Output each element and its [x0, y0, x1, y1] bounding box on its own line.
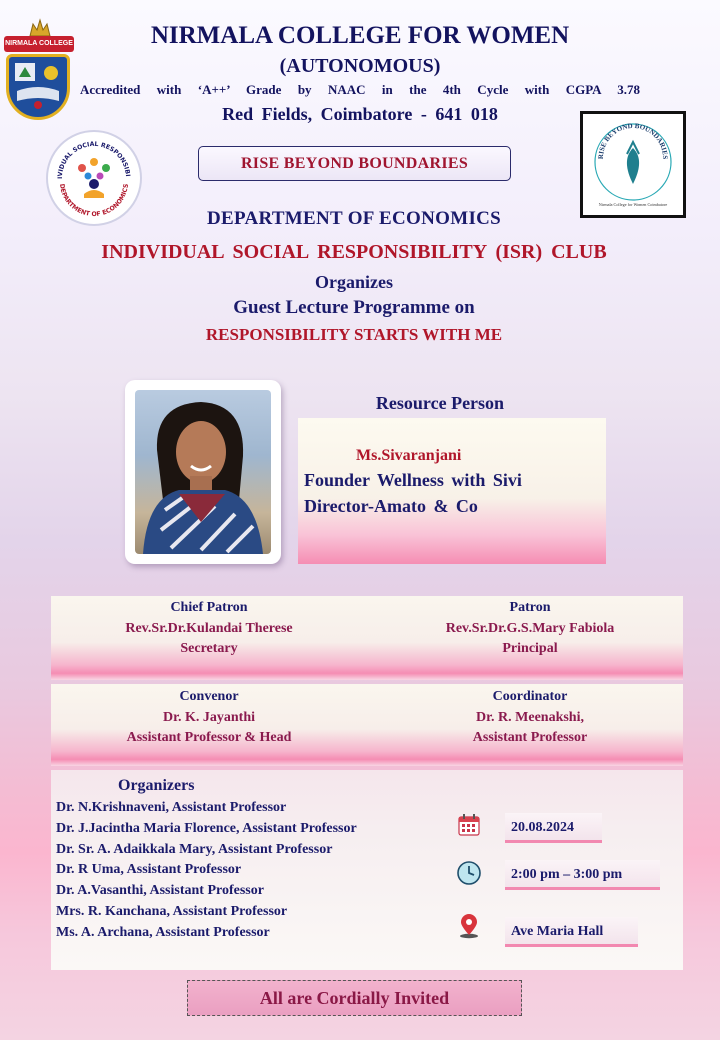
programme-text: Guest Lecture Programme on: [233, 297, 475, 318]
club-title: INDIVIDUAL SOCIAL RESPONSIBILITY (ISR) CLUB: [101, 241, 607, 263]
organizers-heading: Organizers: [118, 777, 195, 794]
clock-icon: [456, 860, 482, 886]
chief-patron-name: Rev.Sr.Dr.Kulandai Therese: [125, 621, 293, 636]
lecture-topic: RESPONSIBILITY STARTS WITH ME: [205, 325, 503, 344]
convenor-name: Dr. K. Jayanthi: [162, 710, 256, 725]
patron-heading: Patron: [509, 600, 551, 615]
tagline-box: RISE BEYOND BOUNDARIES: [198, 146, 511, 181]
resource-person-role-1: Founder Wellness with Sivi: [304, 470, 522, 490]
college-name: NIRMALA COLLEGE FOR WOMEN: [150, 22, 570, 49]
list-item: Dr. J.Jacintha Maria Florence, Assistant Professor: [56, 820, 357, 836]
patron-title: Principal: [502, 641, 558, 656]
invitation-banner: All are Cordially Invited: [187, 980, 522, 1016]
chief-patron-title: Secretary: [180, 641, 238, 656]
rise-logo-text: RISE BEYOND BOUNDARIES: [596, 121, 670, 160]
organizers-list: [56, 798, 357, 944]
list-item: Dr. N.Krishnaveni, Assistant Professor: [56, 800, 287, 815]
list-item: Mrs. R. Kanchana, Assistant Professor: [56, 903, 288, 919]
rise-beyond-boundaries-logo: [580, 111, 686, 218]
isr-logo-text-bottom: DEPARTMENT OF ECONOMICS: [57, 183, 131, 219]
calendar-icon: [456, 812, 482, 838]
svg-text:INDIVIDUAL SOCIAL RESPONSIBILI: [48, 132, 131, 179]
event-time: 2:00 pm – 3:00 pm: [505, 860, 660, 890]
convenor-heading: Convenor: [179, 689, 239, 704]
resource-person-name: Ms.Sivaranjani: [356, 447, 462, 464]
event-venue: Ave Maria Hall: [505, 917, 638, 947]
patron-name: Rev.Sr.Dr.G.S.Mary Fabiola: [445, 621, 615, 636]
event-date: 20.08.2024: [505, 813, 602, 843]
accreditation-line: Accredited with ‘A++’ Grade by NAAC in the 4th Cycle with CGPA 3.78: [80, 82, 640, 97]
list-item: Dr. A.Vasanthi, Assistant Professor: [56, 883, 264, 899]
list-item: Ms. A. Archana, Assistant Professor: [56, 924, 270, 940]
resource-person-heading: Resource Person: [375, 393, 505, 413]
organizes-text: Organizes: [315, 272, 393, 292]
rise-logo-caption: Nirmala College for Women Coimbatore: [598, 202, 668, 207]
chief-patron-heading: Chief Patron: [170, 600, 248, 615]
isr-logo-text-top: IVIDUAL SOCIAL RESPONSIBI: [56, 140, 131, 180]
convenor-title: Assistant Professor & Head: [126, 730, 292, 745]
college-address: Red Fields, Coimbatore - 641 018: [222, 104, 498, 124]
location-pin-icon: [456, 913, 482, 939]
resource-person-photo: [135, 390, 271, 554]
coordinator-name: Dr. R. Meenakshi,: [476, 710, 584, 725]
coordinator-heading: Coordinator: [492, 689, 568, 704]
college-autonomous: (AUTONOMOUS): [279, 55, 441, 77]
list-item: Dr. R Uma, Assistant Professor: [56, 862, 242, 878]
college-logo-ribbon: NIRMALA COLLEGE: [4, 36, 74, 52]
resource-person-box: [298, 418, 606, 564]
coordinator-title: Assistant Professor: [472, 730, 588, 745]
list-item: Dr. Sr. A. Adaikkala Mary, Assistant Professor: [56, 841, 333, 857]
department-title: DEPARTMENT OF ECONOMICS: [206, 208, 502, 229]
resource-person-role-2: Director-Amato & Co: [304, 496, 478, 516]
